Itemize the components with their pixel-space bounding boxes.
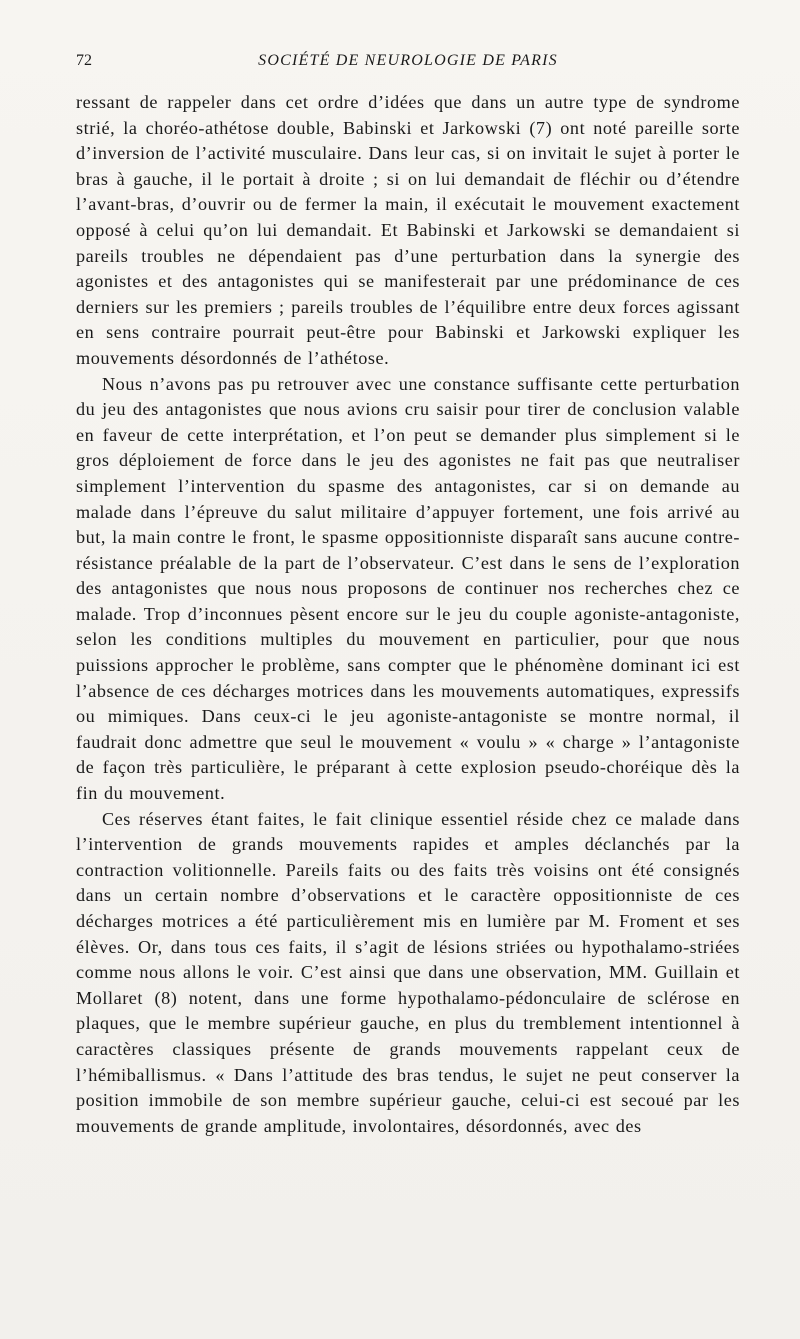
page-number: 72 [76,52,92,69]
paragraph: Nous n’avons pas pu retrouver avec une constance suffisante cette perturbation du jeu des antagonistes que nous avions cru saisir pour tirer de conclusion valable en faveur de cette interprétation, et l’on peut se demander plus simplement si le gros déploiement de force dans le jeu des agonistes ne fait pas que neutraliser simplement l’intervention du spasme des antagonistes, car si on demande au malade dans l’épreuve du salut militaire d’appuyer fortement, une fois arrivé au but, la main contre le front, le spasme oppositionniste disparaît sans aucune contre-résistance préalable de la part de l’observateur. C’est dans le sens de l’exploration des antagonistes que nous nous proposons de continuer nos recherches chez ce malade. Trop d’inconnues pèsent encore sur le jeu du couple agoniste-antagoniste, selon les conditions multiples du mouvement en particulier, pour que nous puissions approcher le problème, sans compter que le phénomène dominant ici est l’absence de ces décharges motrices dans les mouvements automatiques, expressifs ou mimiques. Dans ceux-ci le jeu agoniste-antagoniste se montre normal, il faudrait donc admettre que seul le mouvement « voulu » « charge » l’antagoniste de façon très particulière, le préparant à cette explosion pseudo-choréique dès la fin du mouvement. [76,373,740,804]
paragraph: Ces réserves étant faites, le fait clinique essentiel réside chez ce malade dans l’intervention de grands mouvements rapides et amples déclanchés par la contraction volitionnelle. Pareils faits ou des faits très voisins ont été consignés dans un certain nombre d’observations et le caractère oppositionniste de ces décharges motrices a été particulièrement mis en lumière par M. Froment et ses élèves. Or, dans tous ces faits, il s’agit de lésions striées ou hypothalamo-striées comme nous allons le voir. C’est ainsi que dans une observation, MM. Guillain et Mollaret (8) notent, dans une forme hypothalamo-pédonculaire de sclérose en plaques, que le membre supérieur gauche, en plus du tremblement intentionnel à caractères classiques présente de grands mouvements rappelant ceux de l’hémiballismus. « Dans l’attitude des bras tendus, le sujet ne peut conserver la position immobile de son membre supérieur gauche, celui-ci est secoué par les mouvements de grande amplitude, involontaires, désordonnés, avec des [76,808,740,1136]
body-text [76,90,740,1139]
paragraph-continued: ressant de rappeler dans cet ordre d’idées que dans un autre type de syndrome strié, la choréo-athétose double, Babinski et Jarkowski (7) ont noté pareille sorte d’inversion de l’activité musculaire. Dans leur cas, si on invitait le sujet à porter le bras à gauche, il le portait à droite ; si on lui demandait de fléchir ou d’étendre l’avant-bras, d’ouvrir ou de fermer la main, il exécutait le mouvement exactement opposé à celui qu’on lui demandait. Et Babinski et Jarkowski se demandaient si pareils troubles ne dépendaient pas d’une perturbation dans la synergie des agonistes et des antagonistes qui se manifesterait par une prédominance de ces derniers sur les premiers ; pareils troubles de l’équilibre entre deux forces agissant en sens contraire pourrait peut-être pour Babinski et Jarkowski expliquer les mouvements désordonnés de l’athétose. [76,92,740,368]
page-header [76,52,740,76]
running-title: SOCIÉTÉ DE NEUROLOGIE DE PARIS [258,52,558,69]
